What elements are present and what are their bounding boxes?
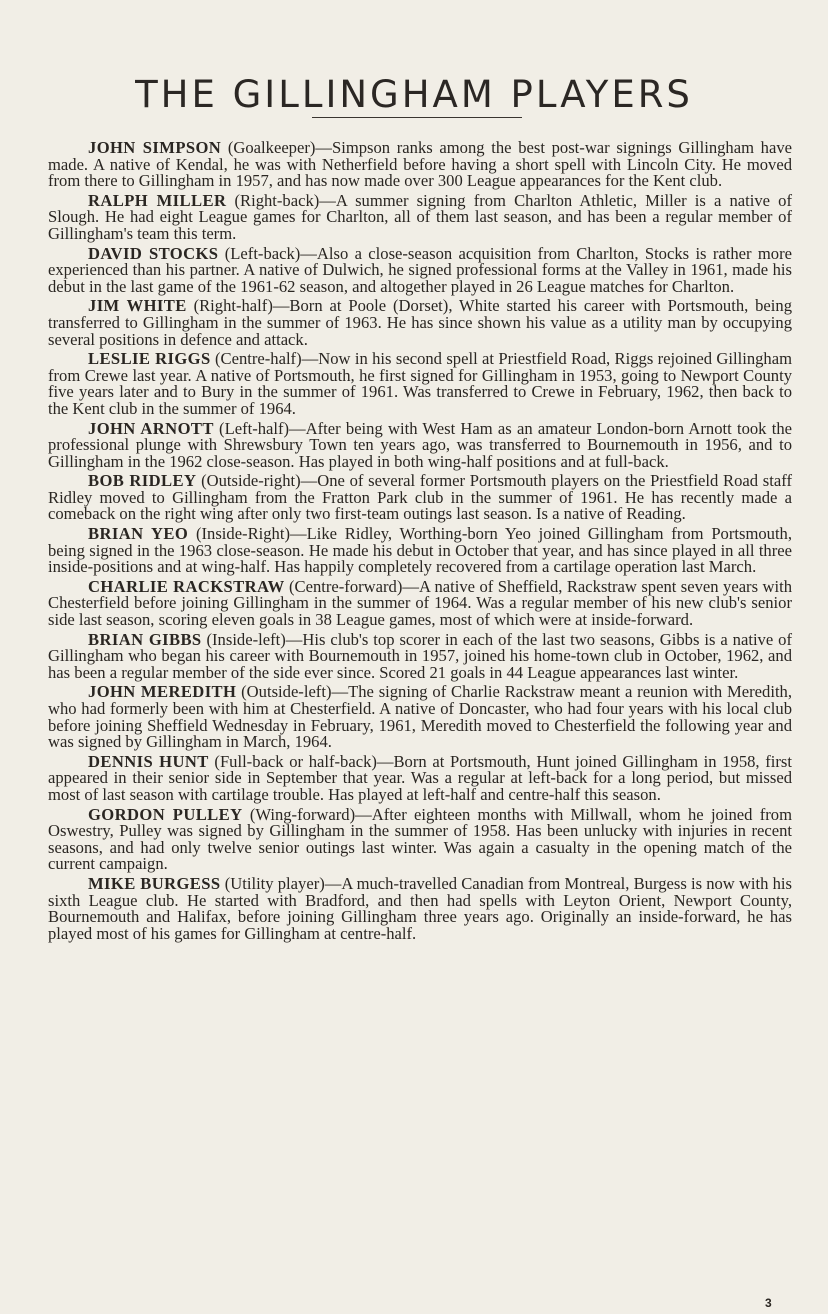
player-bio: (Outside-right)—One of several former Portsmouth players on the Priestfield Road staff Ridley moved to Gillingham from the Fratton Park club in the summer of 1961. He has recently made a comeback on the right wing after only two first-team outings last season. Is a native of Reading.	[48, 471, 792, 524]
player-entry	[48, 684, 792, 750]
player-entry	[48, 418, 792, 471]
player-bio: (Inside-left)—His club's top scorer in each of the last two seasons, Gibbs is a native of Gillingham who began his career with Bournemouth in 1957, joined his home-town club in October, 1962, and has been a regular member of the side ever since. Scored 21 goals in 44 League appearances last winter.	[48, 629, 792, 682]
title-underline	[312, 117, 522, 118]
player-entry	[48, 576, 792, 630]
player-name: CHARLIE RACKSTRAW	[88, 576, 285, 596]
player-bio: (Wing-forward)—After eighteen months with Millwall, whom he joined from Oswestry, Pulley was signed by Gillingham in the summer of 1958. Has been unlucky with injuries in recent seasons, and had only twelve senior outings last winter. Was again a casualty in the opening match of the current campaign.	[48, 804, 792, 874]
player-list	[48, 140, 792, 945]
page-title: THE GILLINGHAM PLAYERS	[135, 72, 693, 116]
player-name: JOHN MEREDITH	[88, 682, 237, 702]
player-name: DENNIS HUNT	[88, 751, 209, 771]
player-name: LESLIE RIGGS	[88, 349, 211, 369]
player-name: DAVID STOCKS	[88, 243, 219, 263]
player-entry	[48, 629, 792, 682]
player-name: GORDON PULLEY	[88, 804, 243, 824]
player-name: JOHN ARNOTT	[88, 418, 214, 438]
player-name: BOB RIDLEY	[88, 471, 197, 491]
player-entry	[48, 140, 792, 190]
player-bio: (Goalkeeper)—Simpson ranks among the best post-war signings Gillingham have made. A native of Kendal, he was with Netherfield before having a short spell with Lincoln City. He moved from there to Gillingham in 1957, and has now made over 300 League appearances for the Kent club.	[48, 138, 792, 191]
player-entry	[48, 473, 792, 523]
player-entry	[48, 243, 792, 296]
player-name: BRIAN GIBBS	[88, 629, 202, 649]
player-bio: (Utility player)—A much-travelled Canadian from Montreal, Burgess is now with his sixth League club. He started with Bradford, and then had spells with Leyton Orient, Newport County, Bournemouth and Halifax, before joining Gillingham three years ago. Originally an inside-forward, he has played most of his games for Gillingham at centre-half.	[48, 873, 792, 943]
player-entry	[48, 751, 792, 804]
player-bio: (Right-half)—Born at Poole (Dorset), White started his career with Portsmouth, being transferred to Gillingham in the summer of 1963. He has since shown his value as a utility man by occupying several positions in defence and attack.	[48, 296, 793, 349]
player-name: JOHN SIMPSON	[88, 138, 222, 157]
player-bio: (Right-back)—A summer signing from Charlton Athletic, Miller is a native of Slough. He had eight League games for Charlton, all of them last season, and has been a regular member of Gillingham's team this term.	[48, 190, 792, 243]
player-entry	[48, 873, 792, 943]
player-bio: (Centre-half)—Now in his second spell at Priestfield Road, Riggs rejoined Gillingham from Crewe last year. A native of Portsmouth, he first signed for Gillingham in 1953, going to Newport County five years later and to Bury in the summer of 1961. Was transferred to Crewe in February, 1962, then back to the Kent club in the summer of 1964.	[48, 349, 792, 418]
player-name: RALPH MILLER	[88, 190, 227, 210]
player-entry	[48, 298, 792, 348]
player-entry	[48, 351, 792, 417]
page-number: 3	[765, 1296, 772, 1310]
player-name: MIKE BURGESS	[88, 873, 221, 893]
player-bio: (Centre-forward)—A native of Sheffield, Rackstraw spent seven years with Chesterfield before joining Gillingham in the summer of 1964. Was a regular member of his new club's senior side last season, scoring eleven goals in 38 League games, most of which were at inside-forward.	[48, 576, 792, 630]
player-bio: (Inside-Right)—Like Ridley, Worthing-born Yeo joined Gillingham from Portsmouth, being signed in the 1963 close-season. He made his debut in October that year, and has since played in all three inside-positions and at wing-half. Has happily completely recovered from a cartilage operation last March.	[48, 524, 792, 577]
player-bio: (Outside-left)—The signing of Charlie Rackstraw meant a reunion with Meredith, who had formerly been with him at Chesterfield. A native of Doncaster, who had four years with his local club before joining Sheffield Wednesday in February, 1961, Meredith moved to Chesterfield the following year and was signed by Gillingham in March, 1964.	[48, 682, 793, 752]
player-bio: (Left-back)—Also a close-season acquisition from Charlton, Stocks is rather more experienced than his partner. A native of Dulwich, he signed professional forms at the Valley in 1961, made his debut in the last game of the 1961-62 season, and altogether played in 26 League matches for Charlton.	[48, 243, 792, 296]
player-name: JIM WHITE	[88, 296, 187, 316]
player-bio: (Full-back or half-back)—Born at Portsmouth, Hunt joined Gillingham in 1958, first appeared in their senior side in September that year. Was a regular at left-back for a long period, but missed most of last season with cartilage trouble. Has played at left-half and centre-half this season.	[48, 751, 792, 804]
player-entry	[48, 526, 792, 576]
player-entry	[48, 804, 792, 874]
player-bio: (Left-half)—After being with West Ham as an amateur London-born Arnott took the professional plunge with Shrewsbury Town ten years ago, was transferred to Bournemouth in 1956, and to Gillingham in the 1962 close-season. Has played in both wing-half positions and at full-back.	[48, 418, 792, 471]
player-entry	[48, 190, 792, 243]
player-name: BRIAN YEO	[88, 524, 189, 544]
